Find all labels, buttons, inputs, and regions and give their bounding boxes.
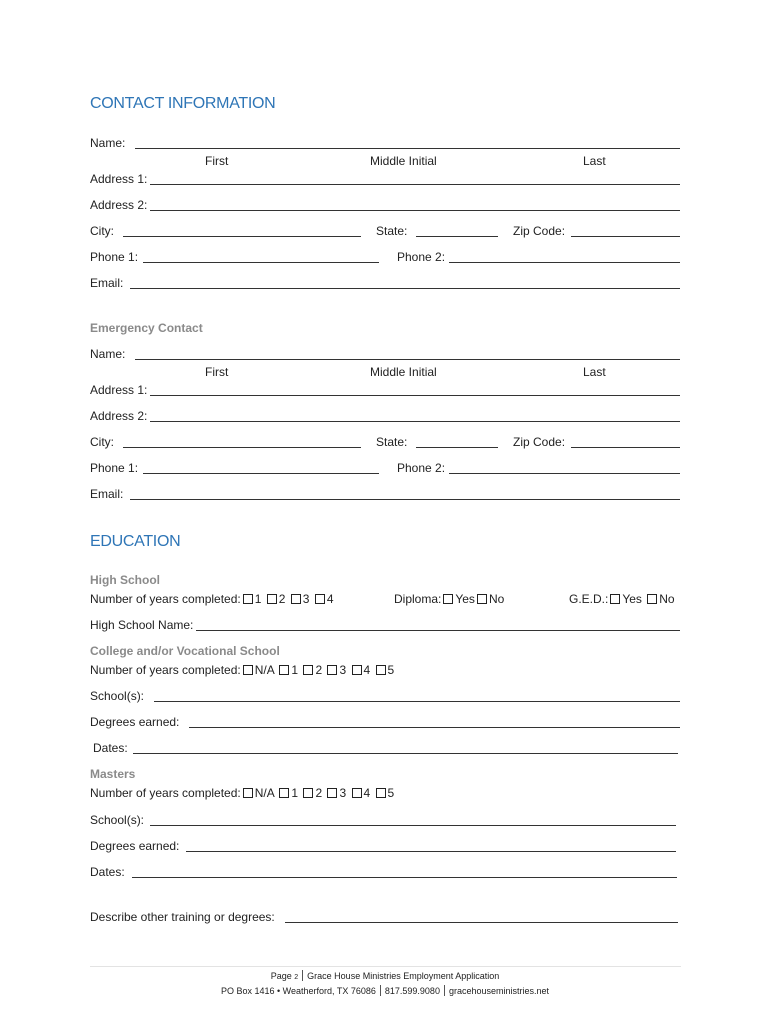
option-label: Yes: [622, 592, 642, 606]
contact-address1-label: Address 1:: [90, 172, 148, 186]
checkbox[interactable]: [315, 594, 325, 604]
checkbox[interactable]: [647, 594, 657, 604]
masters-years-label: Number of years completed:: [90, 786, 241, 800]
contact-zip-field[interactable]: [571, 236, 680, 237]
option-label: 4: [326, 592, 334, 606]
separator: [302, 970, 303, 981]
emergency-last-caption: Last: [583, 365, 606, 379]
emergency-phone1-label: Phone 1:: [90, 461, 139, 475]
contact-phone1-field[interactable]: [143, 262, 379, 263]
other-training-label: Describe other training or degrees:: [90, 910, 275, 924]
contact-phone2-field[interactable]: [449, 262, 680, 263]
masters-dates-label: Dates:: [90, 865, 125, 879]
footer-line-2: [0, 985, 770, 996]
emergency-first-caption: First: [205, 365, 229, 379]
education-heading: EDUCATION: [90, 533, 181, 550]
option-label: 4: [363, 663, 371, 677]
option-label: No: [659, 592, 675, 606]
checkbox[interactable]: [279, 665, 289, 675]
masters-years-row: [90, 786, 394, 800]
college-years-label: Number of years completed:: [90, 663, 241, 677]
option-label: 5: [387, 786, 395, 800]
contact-state-label: State:: [376, 224, 408, 238]
separator: [444, 985, 445, 996]
option-label: 3: [339, 663, 347, 677]
college-dates-field[interactable]: [133, 753, 678, 754]
emergency-phone1-field[interactable]: [143, 473, 379, 474]
contact-phone1-label: Phone 1:: [90, 250, 139, 264]
option-label: 2: [315, 663, 323, 677]
contact-email-field[interactable]: [130, 288, 680, 289]
option-label: 1: [254, 592, 262, 606]
checkbox[interactable]: [267, 594, 277, 604]
contact-email-label: Email:: [90, 276, 124, 290]
emergency-city-label: City:: [90, 435, 114, 449]
option-label: 2: [315, 786, 323, 800]
high-school-name-field[interactable]: [196, 630, 680, 631]
option-label: 3: [302, 592, 310, 606]
option-label: 1: [291, 663, 299, 677]
contact-first-caption: First: [205, 154, 229, 168]
checkbox[interactable]: [376, 665, 386, 675]
option-label: No: [488, 592, 505, 606]
checkbox[interactable]: [243, 594, 253, 604]
college-years-row: [90, 663, 394, 677]
checkbox[interactable]: [243, 788, 253, 798]
checkbox[interactable]: [477, 594, 487, 604]
option-label: 1: [291, 786, 299, 800]
ged-label: G.E.D.:: [569, 592, 609, 606]
contact-zip-label: Zip Code:: [513, 224, 566, 238]
diploma-label: Diploma:: [394, 592, 442, 606]
emergency-address2-label: Address 2:: [90, 409, 148, 423]
high-school-years-row: [90, 592, 334, 606]
contact-state-field[interactable]: [416, 236, 498, 237]
college-dates-label: Dates:: [93, 741, 128, 755]
checkbox[interactable]: [352, 788, 362, 798]
option-label: N/A: [254, 663, 275, 677]
checkbox[interactable]: [327, 788, 337, 798]
footer-title: Grace House Ministries Employment Application: [307, 971, 500, 981]
footer-divider: [90, 966, 681, 967]
emergency-zip-label: Zip Code:: [513, 435, 566, 449]
option-label: N/A: [254, 786, 275, 800]
contact-name-label: Name:: [90, 136, 126, 150]
emergency-email-field[interactable]: [130, 499, 680, 500]
contact-middle-caption: Middle Initial: [370, 154, 437, 168]
checkbox[interactable]: [610, 594, 620, 604]
masters-degrees-field[interactable]: [186, 851, 676, 852]
ged-row: [569, 592, 675, 606]
masters-heading: Masters: [90, 767, 136, 781]
contact-city-label: City:: [90, 224, 114, 238]
checkbox[interactable]: [291, 594, 301, 604]
contact-phone2-label: Phone 2:: [397, 250, 446, 264]
contact-city-field[interactable]: [123, 236, 361, 237]
contact-address2-field[interactable]: [150, 210, 680, 211]
contact-last-caption: Last: [583, 154, 606, 168]
high-school-heading: High School: [90, 573, 160, 587]
emergency-name-label: Name:: [90, 347, 126, 361]
emergency-email-label: Email:: [90, 487, 124, 501]
checkbox[interactable]: [303, 665, 313, 675]
checkbox[interactable]: [376, 788, 386, 798]
contact-address1-field[interactable]: [150, 184, 680, 185]
checkbox[interactable]: [443, 594, 453, 604]
emergency-phone2-field[interactable]: [449, 473, 680, 474]
emergency-heading: Emergency Contact: [90, 321, 203, 335]
contact-name-field[interactable]: [135, 148, 680, 149]
masters-schools-label: School(s):: [90, 813, 145, 827]
option-label: 3: [339, 786, 347, 800]
masters-degrees-label: Degrees earned:: [90, 839, 180, 853]
emergency-state-label: State:: [376, 435, 408, 449]
checkbox[interactable]: [279, 788, 289, 798]
option-label: 4: [363, 786, 371, 800]
emergency-name-field[interactable]: [135, 359, 680, 360]
emergency-address2-field[interactable]: [150, 421, 680, 422]
high-school-name-label: High School Name:: [90, 618, 194, 632]
diploma-row: [394, 592, 504, 606]
checkbox[interactable]: [243, 665, 253, 675]
high-school-years-label: Number of years completed:: [90, 592, 241, 606]
footer-website-link[interactable]: gracehouseministries.net: [448, 986, 550, 996]
college-heading: College and/or Vocational School: [90, 644, 280, 658]
footer-page-number: 2: [294, 974, 299, 981]
emergency-state-field[interactable]: [416, 447, 498, 448]
masters-dates-field[interactable]: [132, 877, 677, 878]
emergency-address1-field[interactable]: [150, 395, 680, 396]
footer-address: PO Box 1416 • Weatherford, TX 76086: [220, 986, 376, 996]
footer-line-1: [0, 970, 770, 981]
emergency-middle-caption: Middle Initial: [370, 365, 437, 379]
separator: [380, 985, 381, 996]
checkbox[interactable]: [352, 665, 362, 675]
emergency-address1-label: Address 1:: [90, 383, 148, 397]
option-label: 5: [387, 663, 395, 677]
checkbox[interactable]: [303, 788, 313, 798]
option-label: 2: [278, 592, 286, 606]
footer-phone: 817.599.9080: [384, 986, 440, 996]
college-schools-label: School(s):: [90, 689, 145, 703]
college-degrees-field[interactable]: [189, 727, 680, 728]
masters-schools-field[interactable]: [150, 825, 676, 826]
contact-address2-label: Address 2:: [90, 198, 148, 212]
emergency-city-field[interactable]: [123, 447, 361, 448]
other-training-field[interactable]: [285, 922, 678, 923]
checkbox[interactable]: [327, 665, 337, 675]
college-degrees-label: Degrees earned:: [90, 715, 180, 729]
emergency-zip-field[interactable]: [571, 447, 680, 448]
footer-page-label: Page: [270, 971, 292, 981]
college-schools-field[interactable]: [154, 701, 680, 702]
emergency-phone2-label: Phone 2:: [397, 461, 446, 475]
contact-heading: CONTACT INFORMATION: [90, 95, 276, 112]
option-label: Yes: [455, 592, 475, 606]
